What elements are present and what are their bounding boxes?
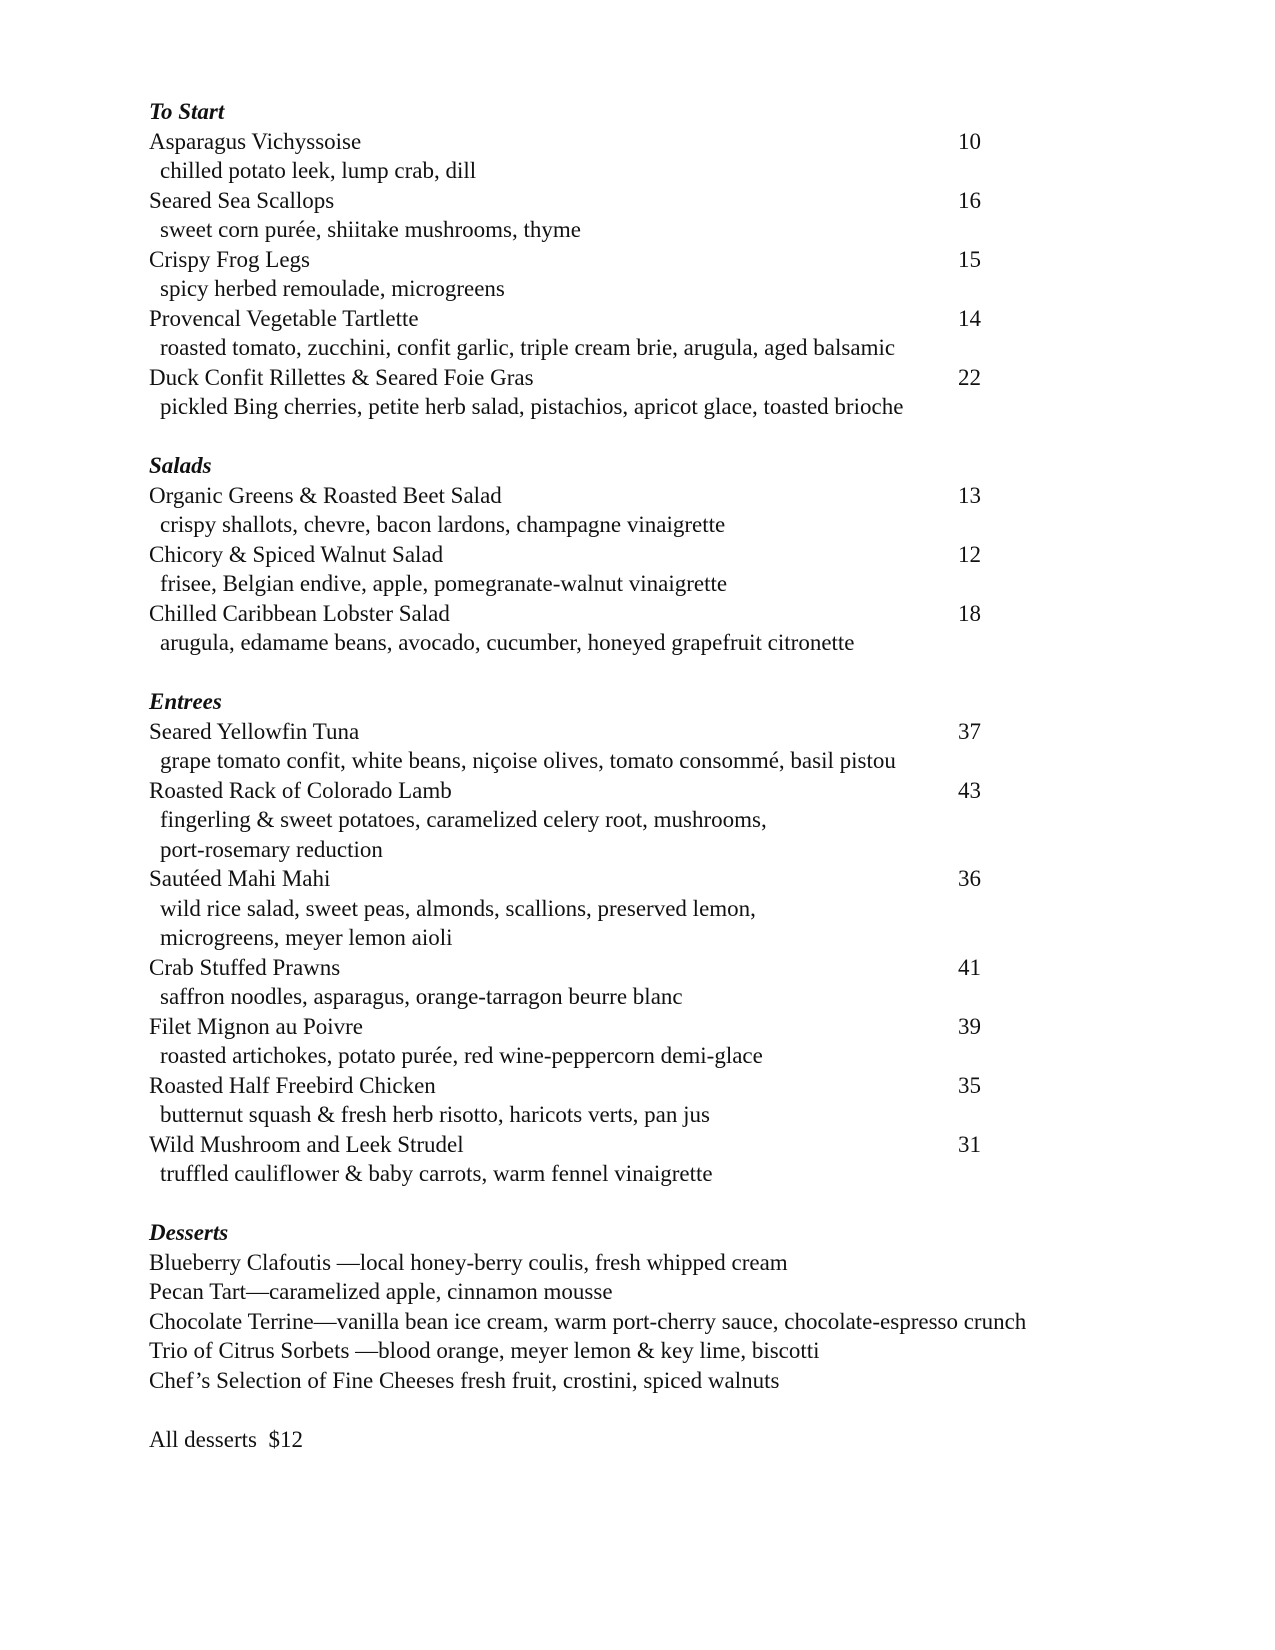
- menu-item-name: Roasted Half Freebird Chicken: [149, 1073, 436, 1098]
- dessert-price-note: All desserts $12: [149, 1427, 303, 1452]
- menu-item-desc: saffron noodles, asparagus, orange-tarragon beurre blanc: [160, 984, 683, 1009]
- menu-item-name: Crispy Frog Legs: [149, 247, 310, 272]
- menu-item-desc: roasted artichokes, potato purée, red wine-peppercorn demi-glace: [160, 1043, 763, 1068]
- menu-item-price: 36: [958, 866, 981, 891]
- menu-item-desc: arugula, edamame beans, avocado, cucumber, honeyed grapefruit citronette: [160, 630, 855, 655]
- section-heading: Desserts: [149, 1220, 229, 1245]
- menu-item-price: 14: [958, 306, 981, 331]
- menu-item-name: Sautéed Mahi Mahi: [149, 866, 331, 891]
- menu-item-price: 37: [958, 719, 981, 744]
- section-heading: Salads: [149, 453, 212, 478]
- dessert-line: Chocolate Terrine—vanilla bean ice cream, warm port-cherry sauce, chocolate-espresso crunch: [149, 1309, 1027, 1334]
- menu-item-desc: roasted tomato, zucchini, confit garlic, triple cream brie, arugula, aged balsamic: [160, 335, 896, 360]
- menu-item-desc: microgreens, meyer lemon aioli: [160, 925, 453, 950]
- menu-item-price: 15: [958, 247, 981, 272]
- dessert-line: Pecan Tart—caramelized apple, cinnamon mousse: [149, 1279, 613, 1304]
- menu-item-name: Roasted Rack of Colorado Lamb: [149, 778, 452, 803]
- menu-item-price: 18: [958, 601, 981, 626]
- menu-item-name: Wild Mushroom and Leek Strudel: [149, 1132, 464, 1157]
- menu-item-name: Organic Greens & Roasted Beet Salad: [149, 483, 502, 508]
- menu-item-price: 41: [958, 955, 981, 980]
- menu-item-price: 43: [958, 778, 981, 803]
- menu-item-price: 13: [958, 483, 981, 508]
- menu-item-price: 10: [958, 129, 981, 154]
- menu-item-name: Chicory & Spiced Walnut Salad: [149, 542, 444, 567]
- menu-item-desc: wild rice salad, sweet peas, almonds, scallions, preserved lemon,: [160, 896, 756, 921]
- menu-item-name: Seared Sea Scallops: [149, 188, 335, 213]
- menu-item-price: 35: [958, 1073, 981, 1098]
- menu-item-price: 16: [958, 188, 981, 213]
- menu-item-price: 22: [958, 365, 981, 390]
- dessert-line: Trio of Citrus Sorbets —blood orange, meyer lemon & key lime, biscotti: [149, 1338, 820, 1363]
- menu-item-name: Crab Stuffed Prawns: [149, 955, 341, 980]
- section-heading: To Start: [149, 99, 225, 124]
- menu-item-desc: port-rosemary reduction: [160, 837, 383, 862]
- menu-item-desc: butternut squash & fresh herb risotto, haricots verts, pan jus: [160, 1102, 710, 1127]
- menu-item-desc: frisee, Belgian endive, apple, pomegranate-walnut vinaigrette: [160, 571, 728, 596]
- menu-item-name: Chilled Caribbean Lobster Salad: [149, 601, 450, 626]
- menu-item-desc: chilled potato leek, lump crab, dill: [160, 158, 477, 183]
- menu-item-price: 39: [958, 1014, 981, 1039]
- menu-item-desc: pickled Bing cherries, petite herb salad, pistachios, apricot glace, toasted brioche: [160, 394, 904, 419]
- dessert-line: Chef’s Selection of Fine Cheeses fresh fruit, crostini, spiced walnuts: [149, 1368, 780, 1393]
- section-heading: Entrees: [149, 689, 222, 714]
- menu-item-desc: crispy shallots, chevre, bacon lardons, champagne vinaigrette: [160, 512, 726, 537]
- menu-item-desc: fingerling & sweet potatoes, caramelized celery root, mushrooms,: [160, 807, 767, 832]
- menu-item-desc: sweet corn purée, shiitake mushrooms, thyme: [160, 217, 581, 242]
- menu-item-name: Duck Confit Rillettes & Seared Foie Gras: [149, 365, 534, 390]
- menu-item-desc: grape tomato confit, white beans, niçoise olives, tomato consommé, basil pistou: [160, 748, 896, 773]
- menu-item-desc: truffled cauliflower & baby carrots, warm fennel vinaigrette: [160, 1161, 713, 1186]
- menu-item-name: Asparagus Vichyssoise: [149, 129, 362, 154]
- menu-item-name: Seared Yellowfin Tuna: [149, 719, 360, 744]
- menu-item-name: Provencal Vegetable Tartlette: [149, 306, 419, 331]
- menu-item-price: 12: [958, 542, 981, 567]
- menu-item-name: Filet Mignon au Poivre: [149, 1014, 364, 1039]
- menu-item-price: 31: [958, 1132, 981, 1157]
- menu-item-desc: spicy herbed remoulade, microgreens: [160, 276, 505, 301]
- dessert-line: Blueberry Clafoutis —local honey-berry coulis, fresh whipped cream: [149, 1250, 788, 1275]
